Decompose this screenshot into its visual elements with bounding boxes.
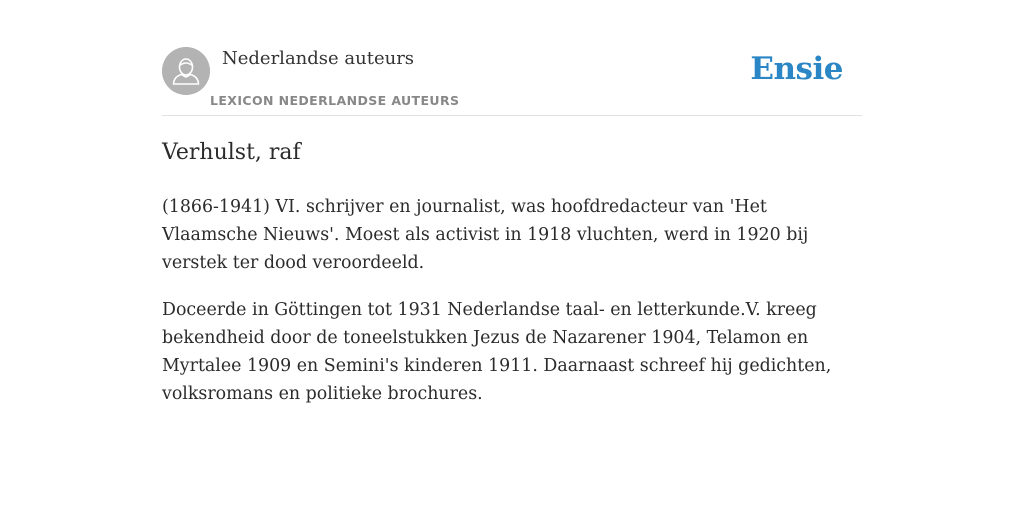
lexicon-subtitle: LEXICON NEDERLANDSE AUTEURS (210, 93, 460, 108)
entry-title: Verhulst, raf (162, 140, 301, 165)
user-avatar-svg (162, 47, 210, 95)
entry-paragraph-1: (1866-1941) VI. schrijver en journalist, was hoofdredacteur van 'Het Vlaamsche Nieuws'. Moest als activist in 1918 vluchten, werd in 1920 bij verstek ter dood veroordeeld. (162, 197, 809, 273)
entry-body (162, 193, 862, 427)
entry-header (162, 47, 862, 116)
entry-paragraph-2: Doceerde in Göttingen tot 1931 Nederlandse taal- en letterkunde.V. kreeg bekendheid door de toneelstukken Jezus de Nazarener 1904, Telamon en Myrtalee 1909 en Semini's kinderen 1911. Daarnaast schreef hij gedichten, volksromans en politieke brochures. (162, 300, 832, 404)
ensie-logo-link[interactable]: Ensie (750, 51, 843, 87)
user-avatar-icon[interactable] (162, 47, 210, 95)
author-name-link[interactable]: Nederlandse auteurs (222, 48, 415, 69)
